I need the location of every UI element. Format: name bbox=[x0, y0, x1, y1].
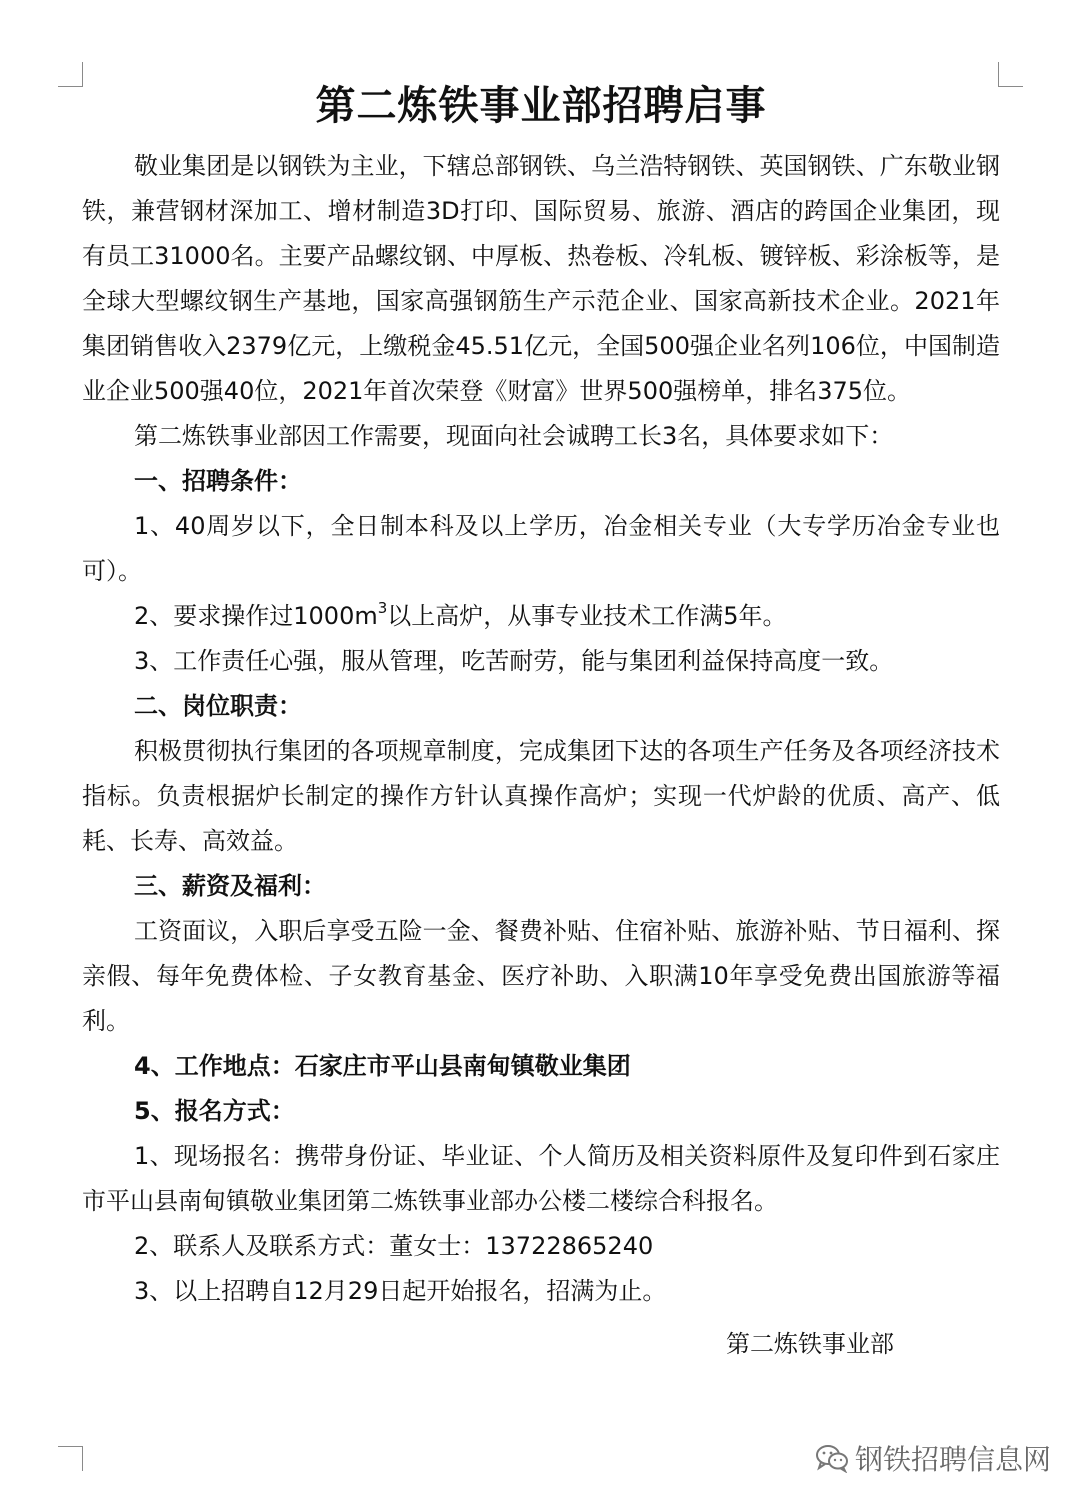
document-body bbox=[82, 78, 1000, 1367]
application-item-3: 3、以上招聘自12月29日起开始报名，招满为止。 bbox=[134, 1277, 667, 1305]
section-heading-duties: 二、岗位职责： bbox=[134, 692, 302, 720]
section-heading-application: 5、报名方式： bbox=[134, 1097, 295, 1125]
requirement-item-2-text: 2、要求操作过1000m bbox=[134, 602, 378, 630]
watermark-text: 钢铁招聘信息网 bbox=[855, 1443, 1052, 1476]
wechat-icon bbox=[815, 1443, 849, 1473]
salary-benefits-paragraph: 工资面议，入职后享受五险一金、餐费补贴、住宿补贴、旅游补贴、节日福利、探亲假、每年免费体检、子女教育基金、医疗补助、入职满10年享受免费出国旅游等福利。 bbox=[82, 917, 1000, 1035]
duties-paragraph: 积极贯彻执行集团的各项规章制度，完成集团下达的各项生产任务及各项经济技术指标。负责根据炉长制定的操作方针认真操作高炉；实现一代炉龄的优质、高产、低耗、长寿、高效益。 bbox=[82, 737, 1000, 855]
requirement-item-1: 1、40周岁以下，全日制本科及以上学历，冶金相关专业（大专学历冶金专业也可）。 bbox=[82, 512, 1000, 585]
section-heading-salary-benefits: 三、薪资及福利： bbox=[134, 872, 326, 900]
page-corner-mark-bottom-left bbox=[58, 1446, 83, 1471]
requirement-item-2 bbox=[82, 594, 1000, 639]
superscript-cube: 3 bbox=[377, 599, 388, 617]
application-item-2: 2、联系人及联系方式：董女士：13722865240 bbox=[134, 1232, 654, 1260]
signature: 第二炼铁事业部 bbox=[726, 1330, 894, 1358]
page-corner-mark-top-right bbox=[998, 62, 1023, 87]
page-corner-mark-top-left bbox=[58, 62, 83, 87]
application-item-1: 1、现场报名：携带身份证、毕业证、个人简历及相关资料原件及复印件到石家庄市平山县南甸镇敬业集团第二炼铁事业部办公楼二楼综合科报名。 bbox=[82, 1142, 1000, 1215]
watermark bbox=[815, 1438, 1051, 1478]
document-title: 第二炼铁事业部招聘启事 bbox=[315, 83, 767, 129]
requirement-item-2-text-end: 以上高炉，从事专业技术工作满5年。 bbox=[387, 602, 787, 630]
section-heading-requirements: 一、招聘条件： bbox=[134, 467, 302, 495]
requirement-item-3: 3、工作责任心强，服从管理，吃苦耐劳，能与集团利益保持高度一致。 bbox=[134, 647, 894, 675]
section-heading-work-location: 4、工作地点：石家庄市平山县南甸镇敬业集团 bbox=[134, 1052, 631, 1080]
recruitment-need-paragraph: 第二炼铁事业部因工作需要，现面向社会诚聘工长3名，具体要求如下： bbox=[134, 422, 894, 450]
intro-paragraph: 敬业集团是以钢铁为主业，下辖总部钢铁、乌兰浩特钢铁、英国钢铁、广东敬业钢铁，兼营钢材深加工、增材制造3D打印、国际贸易、旅游、酒店的跨国企业集团，现有员工31000名。主要产品螺纹钢、中厚板、热卷板、冷轧板、镀锌板、彩涂板等，是全球大型螺纹钢生产基地，国家高强钢筋生产示范企业、国家高新技术企业。2021年集团销售收入2379亿元，上缴税金45.51亿元，全国500强企业名列106位，中国制造业企业500强40位，2021年首次荣登《财富》世界500强榜单，排名375位。 bbox=[82, 152, 1000, 405]
